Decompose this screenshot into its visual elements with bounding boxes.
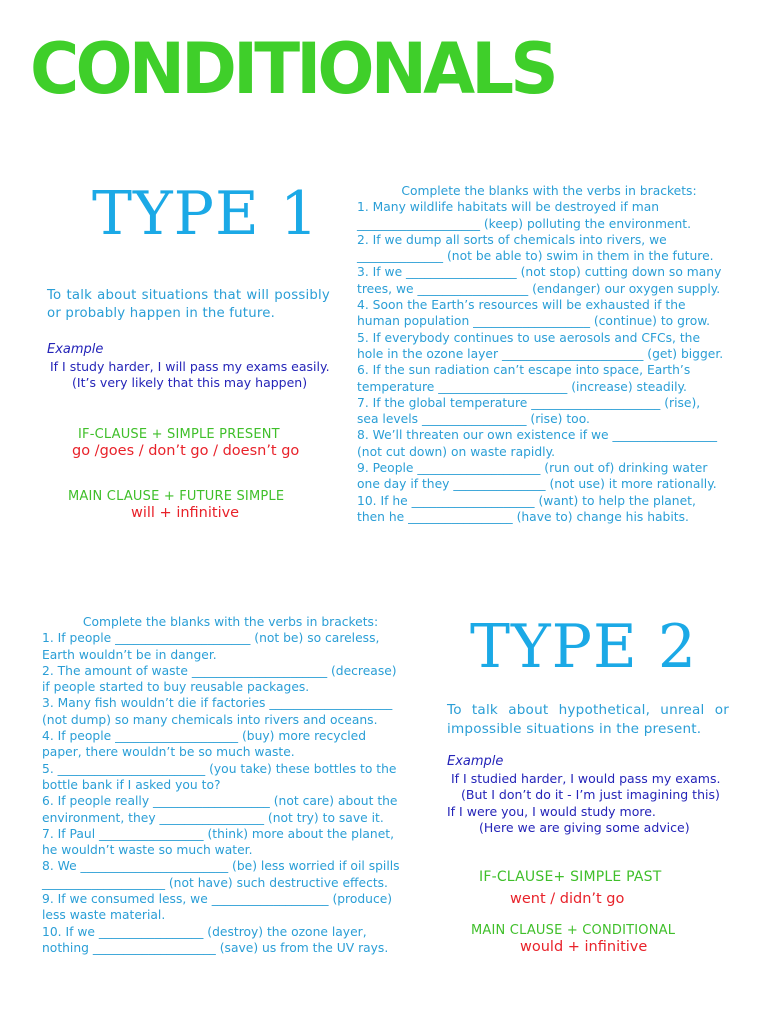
- exercise2-line: paper, there wouldn’t be so much waste.: [42, 745, 295, 760]
- exercise2-line: 10. If we _________________ (destroy) the ozone layer,: [42, 924, 367, 939]
- exercise2-line: ____________________ (not have) such destructive effects.: [42, 875, 388, 890]
- exercise1-line: (not cut down) on waste rapidly.: [357, 444, 556, 459]
- exercise1-line: one day if they _______________ (not use) it more rationally.: [357, 477, 717, 492]
- type2-example-2: (But I don’t do it - I’m just imagining this): [461, 787, 720, 802]
- exercise1-line: 10. If he ____________________ (want) to help the planet,: [357, 493, 696, 508]
- type1-main-clause-label: MAIN CLAUSE + FUTURE SIMPLE: [68, 489, 285, 504]
- type2-example-label: Example: [447, 754, 504, 769]
- exercise1-line: 6. If the sun radiation can’t escape into space, Earth’s: [357, 363, 691, 378]
- exercise2-line: 1. If people ______________________ (not be) so careless,: [42, 631, 380, 646]
- exercise1-line: ______________ (not be able to) swim in them in the future.: [357, 249, 714, 264]
- type2-example-1: If I studied harder, I would pass my exams.: [451, 771, 721, 786]
- exercise2-line: 7. If Paul _________________ (think) more about the planet,: [42, 826, 394, 841]
- type1-heading: TYPE 1: [92, 179, 320, 249]
- exercise1: [357, 183, 741, 525]
- exercise1-line: 2. If we dump all sorts of chemicals into rivers, we: [357, 232, 667, 247]
- exercise1-line: hole in the ozone layer _______________________ (get) bigger.: [357, 346, 724, 361]
- page-title: CONDITIONALS: [30, 28, 555, 110]
- exercise1-line: 1. Many wildlife habitats will be destroyed if man: [357, 200, 660, 215]
- type2-if-clause-label: IF-CLAUSE+ SIMPLE PAST: [479, 869, 662, 885]
- exercise2-line: 4. If people ____________________ (buy) more recycled: [42, 729, 367, 744]
- exercise1-line: sea levels _________________ (rise) too.: [357, 412, 590, 427]
- exercise1-line: 4. Soon the Earth’s resources will be exhausted if the: [357, 298, 686, 313]
- exercise2-line: bottle bank if I asked you to?: [42, 777, 221, 792]
- type1-if-clause-forms: go /goes / don’t go / doesn’t go: [72, 443, 300, 459]
- exercise2-line: (not dump) so many chemicals into rivers and oceans.: [42, 712, 378, 727]
- type2-if-clause-forms: went / didn’t go: [510, 891, 625, 907]
- exercise2-line: 3. Many fish wouldn’t die if factories ____________________: [42, 696, 393, 711]
- type2-main-clause-label: MAIN CLAUSE + CONDITIONAL: [471, 923, 676, 938]
- exercise2-line: nothing ____________________ (save) us from the UV rays.: [42, 940, 389, 955]
- exercise1-line: trees, we __________________ (endanger) our oxygen supply.: [357, 281, 721, 296]
- type2-example-3: If I were you, I would study more.: [447, 804, 656, 819]
- exercise2-line: environment, they _________________ (not try) to save it.: [42, 810, 384, 825]
- exercise1-line: 5. If everybody continues to use aerosols and CFCs, the: [357, 330, 701, 345]
- type2-main-clause-forms: would + infinitive: [520, 939, 648, 955]
- exercise1-line: temperature _____________________ (increase) steadily.: [357, 379, 687, 394]
- exercise1-line: 7. If the global temperature _____________________ (rise),: [357, 395, 701, 410]
- exercise1-line: 9. People ____________________ (run out of) drinking water: [357, 461, 708, 476]
- exercise2-line: Earth wouldn’t be in danger.: [42, 647, 217, 662]
- type1-main-clause-forms: will + infinitive: [131, 505, 240, 521]
- exercise1-line: then he _________________ (have to) change his habits.: [357, 509, 689, 524]
- type1-description: To talk about situations that will possibly or probably happen in the future.: [47, 288, 330, 321]
- exercise2-line: if people started to buy reusable packages.: [42, 680, 310, 695]
- exercise1-line: 3. If we __________________ (not stop) cutting down so many: [357, 265, 722, 280]
- exercise2-line: 2. The amount of waste ______________________ (decrease): [42, 663, 397, 678]
- type1-example-1: If I study harder, I will pass my exams easily.: [50, 359, 330, 374]
- exercise2-line: 8. We ________________________ (be) less worried if oil spills: [42, 859, 400, 874]
- exercise1-title: Complete the blanks with the verbs in brackets:: [401, 184, 697, 198]
- exercise2-line: less waste material.: [42, 908, 166, 923]
- exercise1-line: human population ___________________ (continue) to grow.: [357, 314, 711, 329]
- exercise2-title: Complete the blanks with the verbs in brackets:: [82, 615, 379, 629]
- exercise2: [42, 614, 419, 956]
- type1-example-2: (It’s very likely that this may happen): [72, 375, 308, 390]
- exercise1-line: ____________________ (keep) polluting the environment.: [357, 216, 692, 231]
- type2-example-4: (Here we are giving some advice): [479, 820, 690, 835]
- type2-heading: TYPE 2: [470, 612, 698, 682]
- type1-example-label: Example: [47, 342, 104, 357]
- exercise2-line: 9. If we consumed less, we ___________________ (produce): [42, 892, 393, 907]
- exercise2-line: 5. ________________________ (you take) these bottles to the: [42, 761, 397, 776]
- exercise2-line: 6. If people really ___________________ (not care) about the: [42, 794, 398, 809]
- exercise2-line: he wouldn’t waste so much water.: [42, 843, 253, 858]
- type1-if-clause-label: IF-CLAUSE + SIMPLE PRESENT: [78, 427, 280, 442]
- exercise1-line: 8. We’ll threaten our own existence if we _________________: [357, 428, 718, 443]
- type2-description: To talk about hypothetical, unreal or impossible situations in the present.: [447, 702, 729, 737]
